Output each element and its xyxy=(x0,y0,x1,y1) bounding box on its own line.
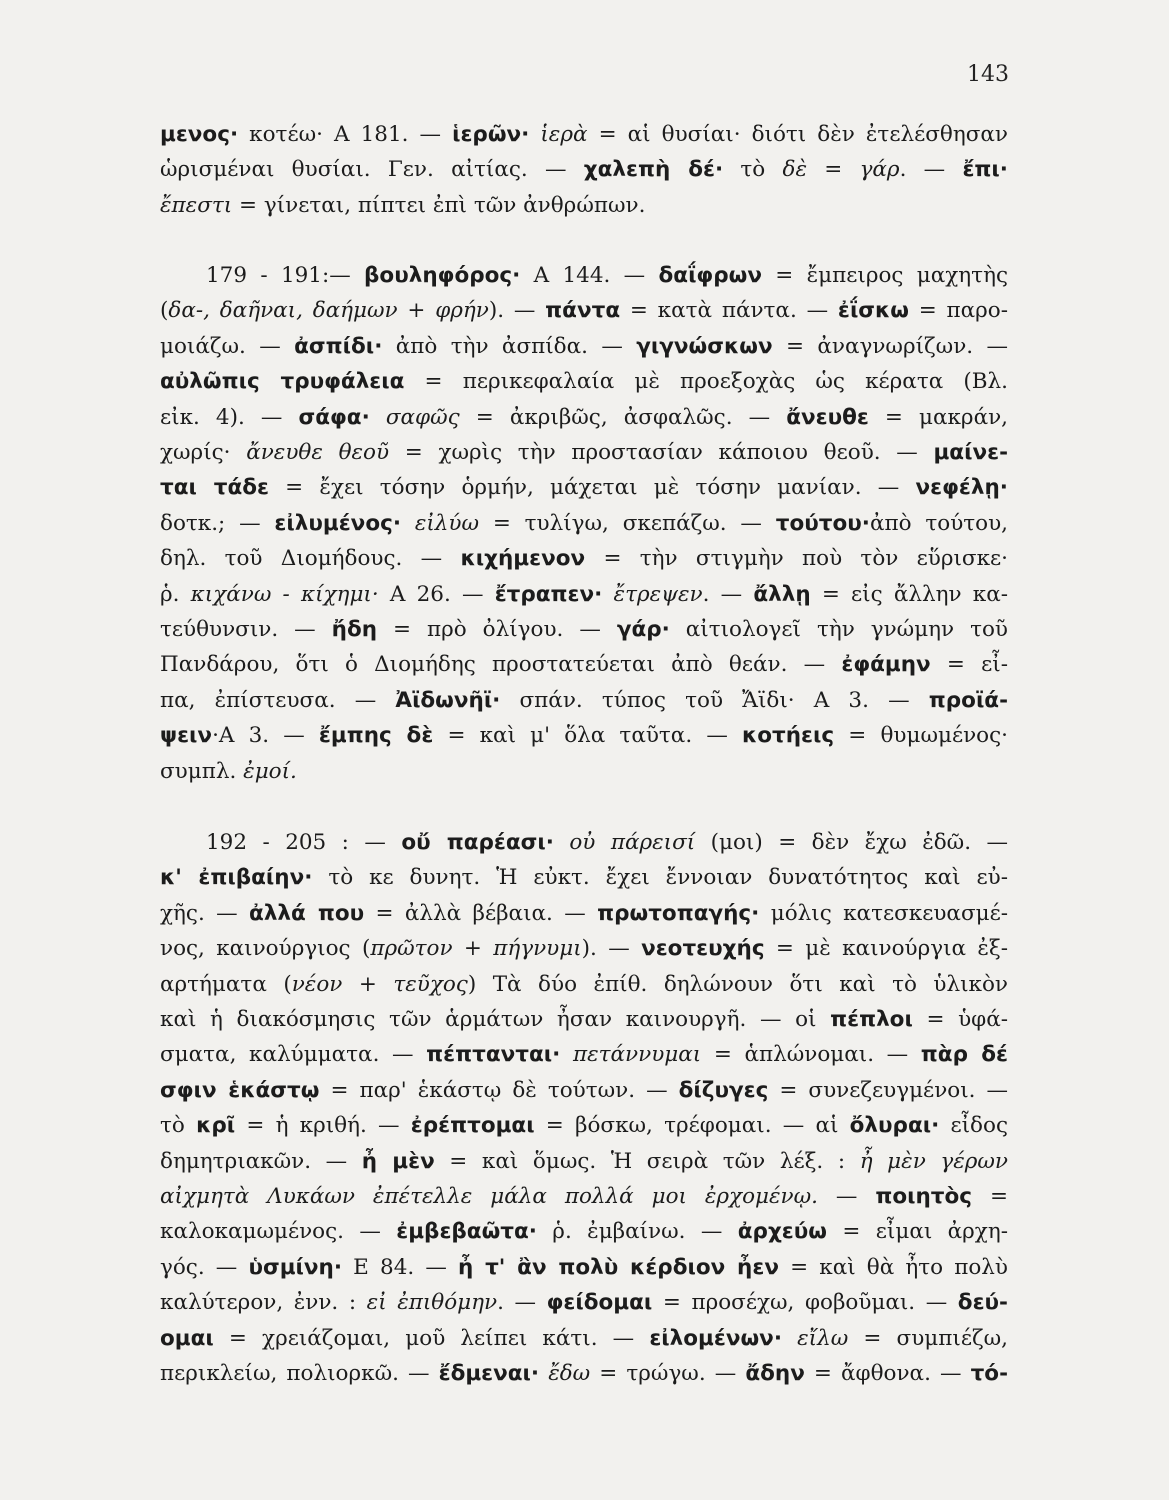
paragraph-2 xyxy=(160,258,1008,789)
text-line: (δα-, δαῆναι, δαήμων + φρήν). — πάντα = κατὰ πάντα. — ἐΐσκω = παρο- xyxy=(160,298,1008,324)
text-line: σματα, καλύμματα. — πέπτανται· πετάννυμαι = ἁπλώνομαι. — πὰρ δέ xyxy=(160,1042,1008,1068)
text-line: μενος· κοτέω· Α 181. — ἱερῶν· ἱερὰ = αἱ θυσίαι· διότι δὲν ἐτελέσθησαν xyxy=(160,122,1008,147)
text-line: 192 - 205 : — οὔ παρέασι· οὐ πάρεισί (μοι) = δὲν ἔχω ἐδῶ. — xyxy=(206,830,1008,855)
text-line: καὶ ἡ διακόσμησις τῶν ἁρμάτων ἦσαν καινουργῆ. — οἱ πέπλοι = ὑφά- xyxy=(160,1007,1008,1033)
text-line: γός. — ὑσμίνη· Ε 84. — ἦ τ' ἂν πολὺ κέρδιον ἦεν = καὶ θὰ ἦτο πολὺ xyxy=(160,1254,1009,1280)
text-line: κ' ἐπιβαίην· τὸ κε δυνητ. Ἡ εὐκτ. ἔχει ἔννοιαν δυνατότητος καὶ εὐ- xyxy=(160,865,1008,891)
text-line: χῆς. — ἀλλά που = ἀλλὰ βέβαια. — πρωτοπαγής· μόλις κατεσκευασμέ- xyxy=(160,900,1008,926)
text-line: καλύτερον, ἐνν. : εἰ ἐπιθόμην. — φείδομαι = προσέχω, φοβοῦμαι. — δεύ- xyxy=(160,1290,1008,1316)
text-line: μοιάζω. — ἀσπίδι· ἀπὸ τὴν ἀσπίδα. — γιγνώσκων = ἀναγνωρίζων. — xyxy=(160,333,1008,359)
paragraph-1 xyxy=(160,117,1008,223)
paragraph-3 xyxy=(160,825,1008,1392)
text-line: ἔπεστι = γίνεται, πίπτει ἐπὶ τῶν ἀνθρώπων. xyxy=(160,192,646,218)
text-line: αρτήματα (νέον + τεῦχος) Τὰ δύο ἐπίθ. δηλώνουν ὅτι καὶ τὸ ὑλικὸν xyxy=(160,971,1009,997)
text-line: ὡρισμέναι θυσίαι. Γεν. αἰτίας. — χαλεπὴ δέ· τὸ δὲ = γάρ. — ἔπι· xyxy=(160,157,1008,183)
text-line: ομαι = χρειάζομαι, μοῦ λείπει κάτι. — εἰλομένων· εἴλω = συμπιέζω, xyxy=(160,1325,1008,1351)
page-number: 143 xyxy=(967,62,1009,87)
text-line: χωρίς· ἄνευθε θεοῦ = χωρὶς τὴν προστασίαν κάποιου θεοῦ. — μαίνε- xyxy=(160,440,1008,466)
text-line: νος, καινούργιος (πρῶτον + πήγνυμι). — νεοτευχής = μὲ καινούργια ἐξ- xyxy=(160,936,1009,962)
text-line: 179 - 191:— βουληφόρος· Α 144. — δαΐφρων = ἔμπειρος μαχητὴς xyxy=(206,263,1008,288)
text-line: καλοκαμωμένος. — ἐμβεβαῶτα· ῥ. ἐμβαίνω. — ἀρχεύω = εἶμαι ἀρχη- xyxy=(160,1219,1008,1245)
text-line: τεύθυνσιν. — ἤδη = πρὸ ὀλίγου. — γάρ· αἰτιολογεῖ τὴν γνώμην τοῦ xyxy=(160,617,1009,643)
text-line: δοτκ.; — εἰλυμένος· εἰλύω = τυλίγω, σκεπάζω. — τούτου·ἀπὸ τούτου, xyxy=(160,510,1009,536)
text-line: αὐλῶπις τρυφάλεια = περικεφαλαία μὲ προεξοχὰς ὡς κέρατα (Βλ. xyxy=(160,369,1009,395)
text-line: δηλ. τοῦ Διομήδους. — κιχήμενον = τὴν στιγμὴν ποὺ τὸν εὕρισκε· xyxy=(160,546,1009,572)
text-line: ψειν·Α 3. — ἔμπης δὲ = καὶ μ' ὅλα ταῦτα. — κοτήεις = θυμωμένος· xyxy=(160,723,1008,749)
text-line: Πανδάρου, ὅτι ὁ Διομήδης προστατεύεται ἀπὸ θεάν. — ἐφάμην = εἶ- xyxy=(160,652,1008,678)
text-line: ῥ. κιχάνω - κίχημι· Α 26. — ἔτραπεν· ἔτρεψεν. — ἄλλῃ = εἰς ἄλλην κα- xyxy=(160,581,1008,607)
text-line: εἰκ. 4). — σάφα· σαφῶς = ἀκριβῶς, ἀσφαλῶς. — ἄνευθε = μακράν, xyxy=(160,404,1008,430)
text-line: δημητριακῶν. — ἦ μὲν = καὶ ὅμως. Ἡ σειρὰ τῶν λέξ. : ἦ μὲν γέρων xyxy=(160,1148,1008,1174)
text-line: ται τάδε = ἔχει τόσην ὁρμήν, μάχεται μὲ τόσην μανίαν. — νεφέλῃ· xyxy=(160,475,1008,501)
text-line: αἰχμητὰ Λυκάων ἐπέτελλε μάλα πολλά μοι ἐρχομένῳ. — ποιητὸς = xyxy=(160,1184,1008,1210)
text-line: περικλείω, πολιορκῶ. — ἔδμεναι· ἔδω = τρώγω. — ἄδην = ἄφθονα. — τό- xyxy=(160,1361,1008,1387)
text-line: τὸ κρῖ = ἡ κριθή. — ἐρέπτομαι = βόσκω, τρέφομαι. — αἱ ὄλυραι· εἶδος xyxy=(160,1113,1008,1139)
text-line: σφιν ἑκάστῳ = παρ' ἑκάστῳ δὲ τούτων. — δίζυγες = συνεζευγμένοι. — xyxy=(160,1077,1008,1103)
text-line: συμπλ. ἐμοί. xyxy=(160,758,297,784)
text-line: πα, ἐπίστευσα. — Ἀϊδωνῆϊ· σπάν. τύπος τοῦ Ἄϊδι· Α 3. — προϊά- xyxy=(160,687,1008,713)
